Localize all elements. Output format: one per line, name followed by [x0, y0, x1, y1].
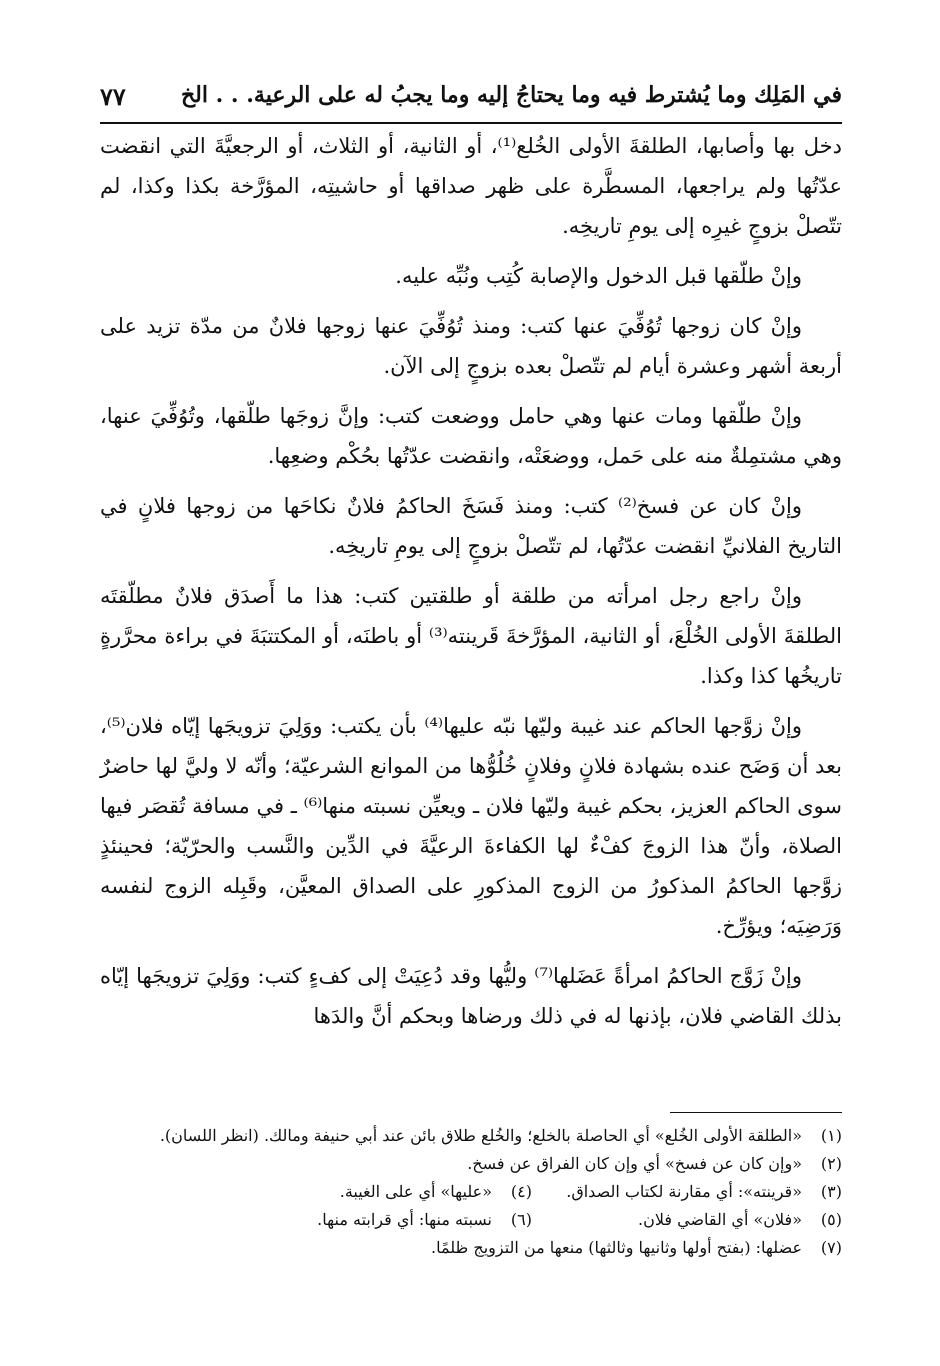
footnote-text: «وإن كان عن فسخ» أي وإن كان الفراق عن فسخ. [467, 1154, 802, 1173]
footnote-text: عضلها: (بفتح أولها وثانيها وثالثها) منعها من التزويج ظلمًا. [431, 1238, 802, 1257]
footnote-text: «قرينته»: أي مقارنة لكتاب الصداق. [566, 1182, 802, 1201]
running-title: في المَلِك وما يُشترط فيه وما يحتاجُ إليه وما يجبُ له على الرعية. . . الخ [180, 82, 842, 108]
footnote-number: (٢) [820, 1154, 842, 1173]
footnote-number: (٦) [510, 1210, 532, 1229]
footnote-text: نسبته منها: أي قرابته منها. [317, 1210, 492, 1229]
paragraph: وإنْ كان عن فسخ⁽²⁾ كتب: ومنذ فَسَخَ الحاكمُ فلانٌ نكاحَها من زوجها فلانٍ في التاريخ الفلانيِّ انقضت عدّتُها، لم تتّصلْ بزوجٍ إلى يومِ تاريخِه. [100, 494, 842, 558]
paragraph: وإنْ زوَّجها الحاكم عند غيبة وليّها نبّه عليها⁽⁴⁾ بأن يكتب: ووَلِيَ تزويجَها إيّاه فلان⁽⁵⁾، بعد أن وَضَح عنده بشهادة فلانٍ وفلانٍ خُلُوُّها من الموانع الشرعيّة؛ وأنّه لا وليَّ لها حاضرٌ سوى الحاكم العزيز، بحكم غيبة وليّها فلان ـ ويعيِّن نسبته منها⁽⁶⁾ ـ في مسافة تُقصَر فيها الصلاة، وأنّ هذا الزوجَ كفْءٌ لها الكفاءةَ الرعيَّةَ في الدِّين والنَّسب والحرّيّة؛ فحينئذٍ زوَّجها الحاكمُ المذكورُ من الزوج المذكورِ على الصداق المعيَّن، وقَبِله الزوج لنفسه وَرَضِيَه؛ ويؤرِّخ. [100, 714, 842, 938]
page-number: ٧٧ [100, 82, 126, 111]
page-header [100, 80, 842, 120]
paragraph: دخل بها وأصابها، الطلقةَ الأولى الخُلع⁽¹⁾، أو الثانية، أو الثلاث، أو الرجعيَّةَ التي انقضت عدّتُها ولم يراجعها، المسطَّرة على ظهر صداقها أو حاشيتِه، المؤرَّخة بكذا وكذا، لم تتّصلْ بزوجٍ غيرِه إلى يومِ تاريخِه. [100, 134, 842, 238]
footnote [100, 1234, 842, 1262]
footnote [542, 1206, 842, 1234]
footnote-number: (٥) [820, 1210, 842, 1229]
footnote-number: (٧) [820, 1238, 842, 1257]
paragraph: وإنْ كان زوجها تُوُفِّيَ عنها كتب: ومنذ تُوُفِّيَ عنها زوجها فلانٌ من مدّة تزيد على أربعة أشهر وعشرة أيام لم تتّصلْ بعده بزوجٍ إلى الآن. [100, 314, 842, 378]
footnote [542, 1178, 842, 1206]
paragraph: وإنْ زَوَّج الحاكمُ امرأةً عَضَلها⁽⁷⁾ وليُّها وقد دُعِيَتْ إلى كفءٍ كتب: ووَلِيَ تزويجَها إيّاه بذلك القاضي فلان، بإذنها له في ذلك ورضاها وبحكم أنَّ والدَها [100, 964, 842, 1028]
footnote-row [100, 1178, 842, 1206]
footnotes [100, 1122, 842, 1262]
footnote-text: «الطلقة الأولى الخُلع» أي الحاصلة بالخلع؛ والخُلع طلاق بائن عند أبي حنيفة ومالك. (انظر اللسان). [159, 1126, 802, 1145]
header-rule [100, 122, 842, 124]
footnote-text: «فلان» أي القاضي فلان. [638, 1210, 802, 1229]
footnote-number: (١) [820, 1126, 842, 1145]
footnote-row [100, 1206, 842, 1234]
footnote-text: «عليها» أي على الغيبة. [339, 1182, 492, 1201]
footnote-number: (٤) [510, 1182, 532, 1201]
footnote [100, 1122, 842, 1150]
paragraph: وإنْ طلّقها قبل الدخول والإصابة كُتِب ونُبِّه عليه. [395, 264, 802, 288]
paragraph: وإنْ راجع رجل امرأته من طلقة أو طلقتين كتب: هذا ما أَصدَق فلانٌ مطلّقتَه الطلقةَ الأولى الخُلْعَ، أو الثانية، المؤرَّخةَ قَرينته⁽³⁾ أو باطنَه، أو المكتتبَةَ في براءة محرَّرةٍ تاريخُها كذا وكذا. [100, 584, 842, 688]
footnote [232, 1206, 532, 1234]
footnote-rule [670, 1112, 842, 1113]
body-text [100, 126, 842, 1046]
footnote [232, 1178, 532, 1206]
footnote [100, 1150, 842, 1178]
paragraph: وإنْ طلّقها ومات عنها وهي حامل ووضعت كتب: وإنَّ زوجَها طلّقها، وتُوُفِّيَ عنها، وهي مشتمِلةٌ منه على حَمل، ووضعَتْه، وانقضت عدّتُها بحُكْم وضعِها. [100, 404, 842, 468]
footnote-number: (٣) [820, 1182, 842, 1201]
